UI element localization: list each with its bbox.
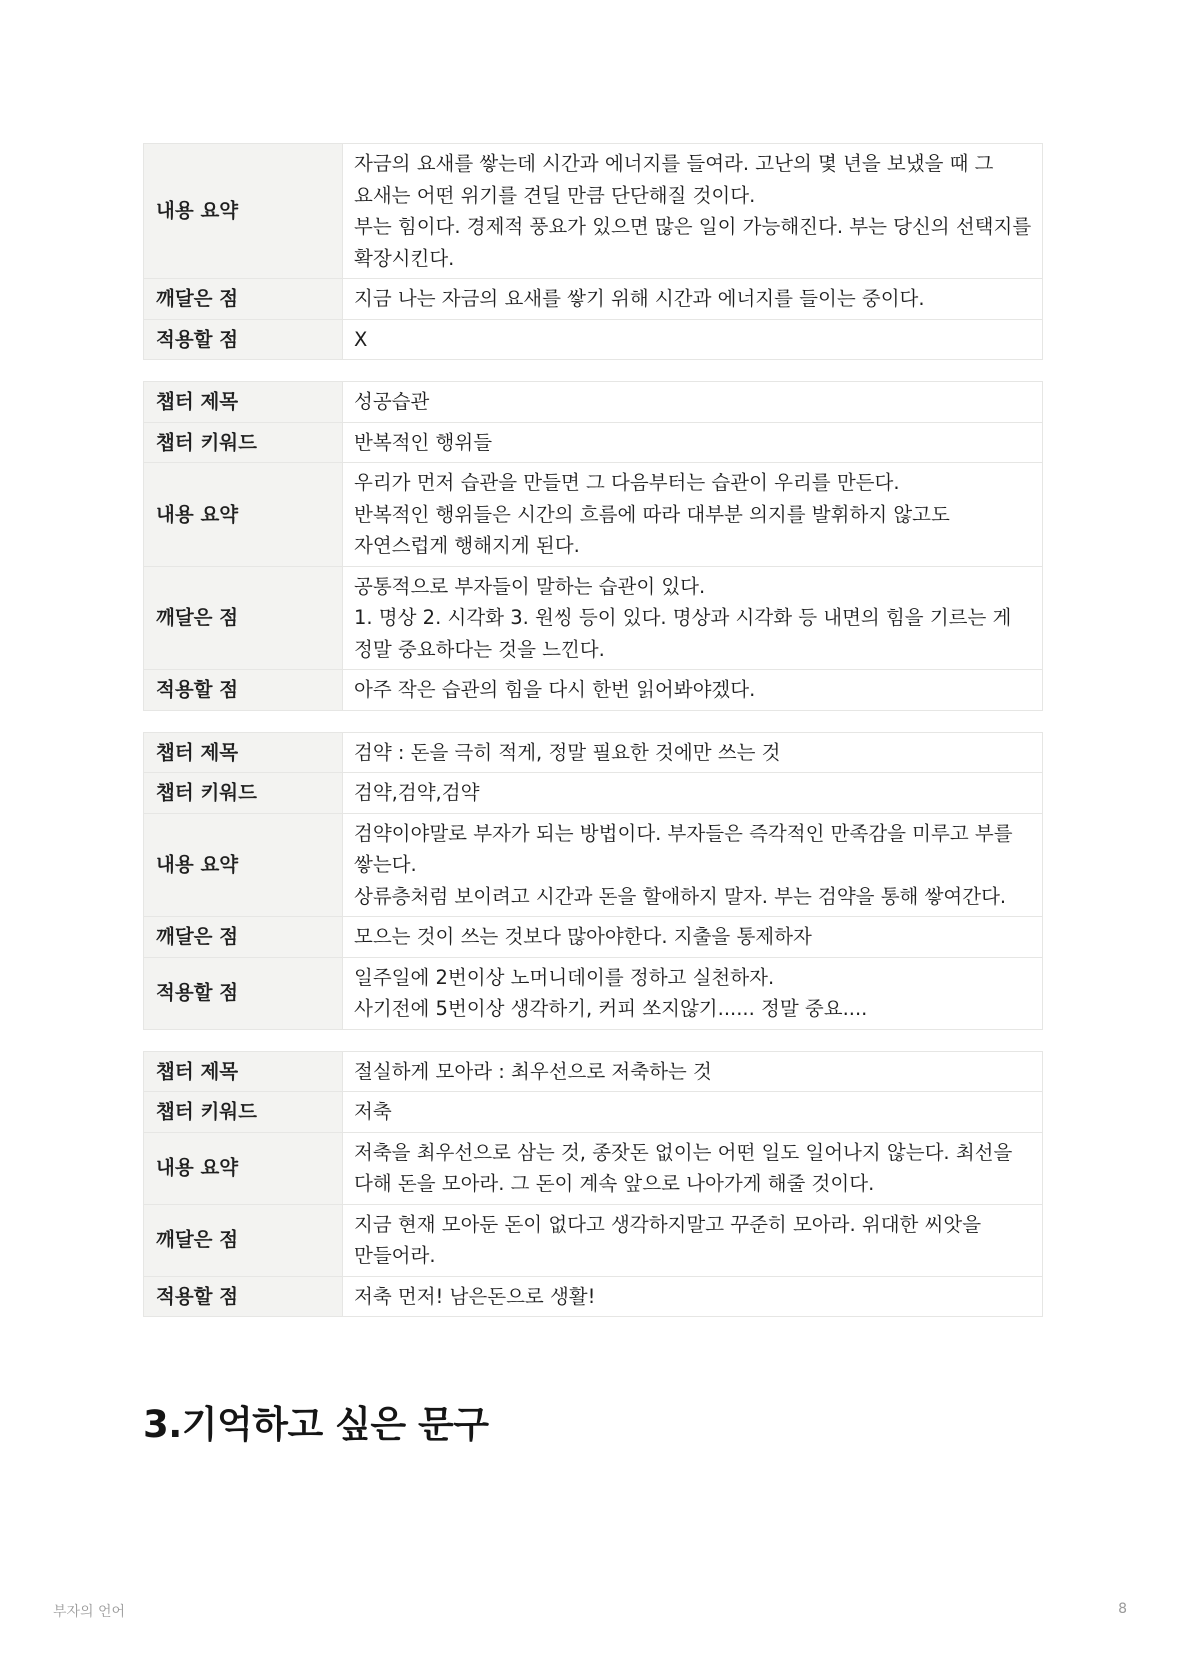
table-row xyxy=(144,773,1043,814)
table-row xyxy=(144,1092,1043,1133)
row-label: 챕터 제목 xyxy=(144,382,343,423)
row-label: 챕터 제목 xyxy=(144,1051,343,1092)
chapter-table xyxy=(143,143,1043,360)
row-value: 자금의 요새를 쌓는데 시간과 에너지를 들여라. 고난의 몇 년을 보냈을 때 그 요새는 어떤 위기를 견딜 만큼 단단해질 것이다. 부는 힘이다. 경제적 풍요가 있으면 많은 일이 가능해진다. 부는 당신의 선택지를 확장시킨다. xyxy=(343,144,1043,279)
row-value: 공통적으로 부자들이 말하는 습관이 있다. 1. 명상 2. 시각화 3. 원씽 등이 있다. 명상과 시각화 등 내면의 힘을 기르는 게 정말 중요하다는 것을 느낀다. xyxy=(343,566,1043,670)
table-row xyxy=(144,670,1043,711)
table-row xyxy=(144,463,1043,567)
row-label: 챕터 제목 xyxy=(144,732,343,773)
table-row xyxy=(144,1204,1043,1276)
chapter-table xyxy=(143,1051,1043,1318)
row-value: X xyxy=(343,319,1043,360)
row-value: 절실하게 모아라 : 최우선으로 저축하는 것 xyxy=(343,1051,1043,1092)
section-heading: 3.기억하고 싶은 문구 xyxy=(143,1403,489,1446)
row-value: 저축 xyxy=(343,1092,1043,1133)
row-label: 챕터 키워드 xyxy=(144,1092,343,1133)
row-value: 저축을 최우선으로 삼는 것, 종잣돈 없이는 어떤 일도 일어나지 않는다. 최선을 다해 돈을 모아라. 그 돈이 계속 앞으로 나아가게 해줄 것이다. xyxy=(343,1132,1043,1204)
row-label: 깨달은 점 xyxy=(144,279,343,320)
row-label: 내용 요약 xyxy=(144,813,343,917)
table-row xyxy=(144,732,1043,773)
table-row xyxy=(144,279,1043,320)
footer-book-title: 부자의 언어 xyxy=(53,1604,126,1620)
chapter-tables xyxy=(143,143,1043,1338)
row-label: 적용할 점 xyxy=(144,1276,343,1317)
table-row xyxy=(144,917,1043,958)
table-row xyxy=(144,319,1043,360)
table-row xyxy=(144,422,1043,463)
row-value: 반복적인 행위들 xyxy=(343,422,1043,463)
row-label: 적용할 점 xyxy=(144,957,343,1029)
row-value: 성공습관 xyxy=(343,382,1043,423)
row-label: 내용 요약 xyxy=(144,463,343,567)
row-value: 저축 먼저! 남은돈으로 생활! xyxy=(343,1276,1043,1317)
row-label: 내용 요약 xyxy=(144,1132,343,1204)
row-label: 깨달은 점 xyxy=(144,566,343,670)
row-value: 일주일에 2번이상 노머니데이를 정하고 실천하자. 사기전에 5번이상 생각하기, 커피 쏘지않기...... 정말 중요.... xyxy=(343,957,1043,1029)
row-value: 검약이야말로 부자가 되는 방법이다. 부자들은 즉각적인 만족감을 미루고 부를 쌓는다. 상류층처럼 보이려고 시간과 돈을 할애하지 말자. 부는 검약을 통해 쌓여간다. xyxy=(343,813,1043,917)
table-row xyxy=(144,1132,1043,1204)
row-value: 아주 작은 습관의 힘을 다시 한번 읽어봐야겠다. xyxy=(343,670,1043,711)
row-label: 챕터 키워드 xyxy=(144,773,343,814)
table-row xyxy=(144,382,1043,423)
row-label: 깨달은 점 xyxy=(144,1204,343,1276)
footer-page-number: 8 xyxy=(1118,1601,1127,1617)
row-label: 내용 요약 xyxy=(144,144,343,279)
table-row xyxy=(144,566,1043,670)
table-row xyxy=(144,1051,1043,1092)
chapter-table xyxy=(143,732,1043,1030)
table-row xyxy=(144,957,1043,1029)
row-label: 챕터 키워드 xyxy=(144,422,343,463)
row-label: 적용할 점 xyxy=(144,319,343,360)
row-value: 지금 나는 자금의 요새를 쌓기 위해 시간과 에너지를 들이는 중이다. xyxy=(343,279,1043,320)
row-value: 지금 현재 모아둔 돈이 없다고 생각하지말고 꾸준히 모아라. 위대한 씨앗을 만들어라. xyxy=(343,1204,1043,1276)
row-value: 검약 : 돈을 극히 적게, 정말 필요한 것에만 쓰는 것 xyxy=(343,732,1043,773)
row-label: 깨달은 점 xyxy=(144,917,343,958)
table-row xyxy=(144,1276,1043,1317)
row-value: 모으는 것이 쓰는 것보다 많아야한다. 지출을 통제하자 xyxy=(343,917,1043,958)
table-row xyxy=(144,144,1043,279)
chapter-table xyxy=(143,381,1043,711)
row-value: 우리가 먼저 습관을 만들면 그 다음부터는 습관이 우리를 만든다. 반복적인 행위들은 시간의 흐름에 따라 대부분 의지를 발휘하지 않고도 자연스럽게 행해지게 된다. xyxy=(343,463,1043,567)
row-label: 적용할 점 xyxy=(144,670,343,711)
row-value: 검약,검약,검약 xyxy=(343,773,1043,814)
table-row xyxy=(144,813,1043,917)
